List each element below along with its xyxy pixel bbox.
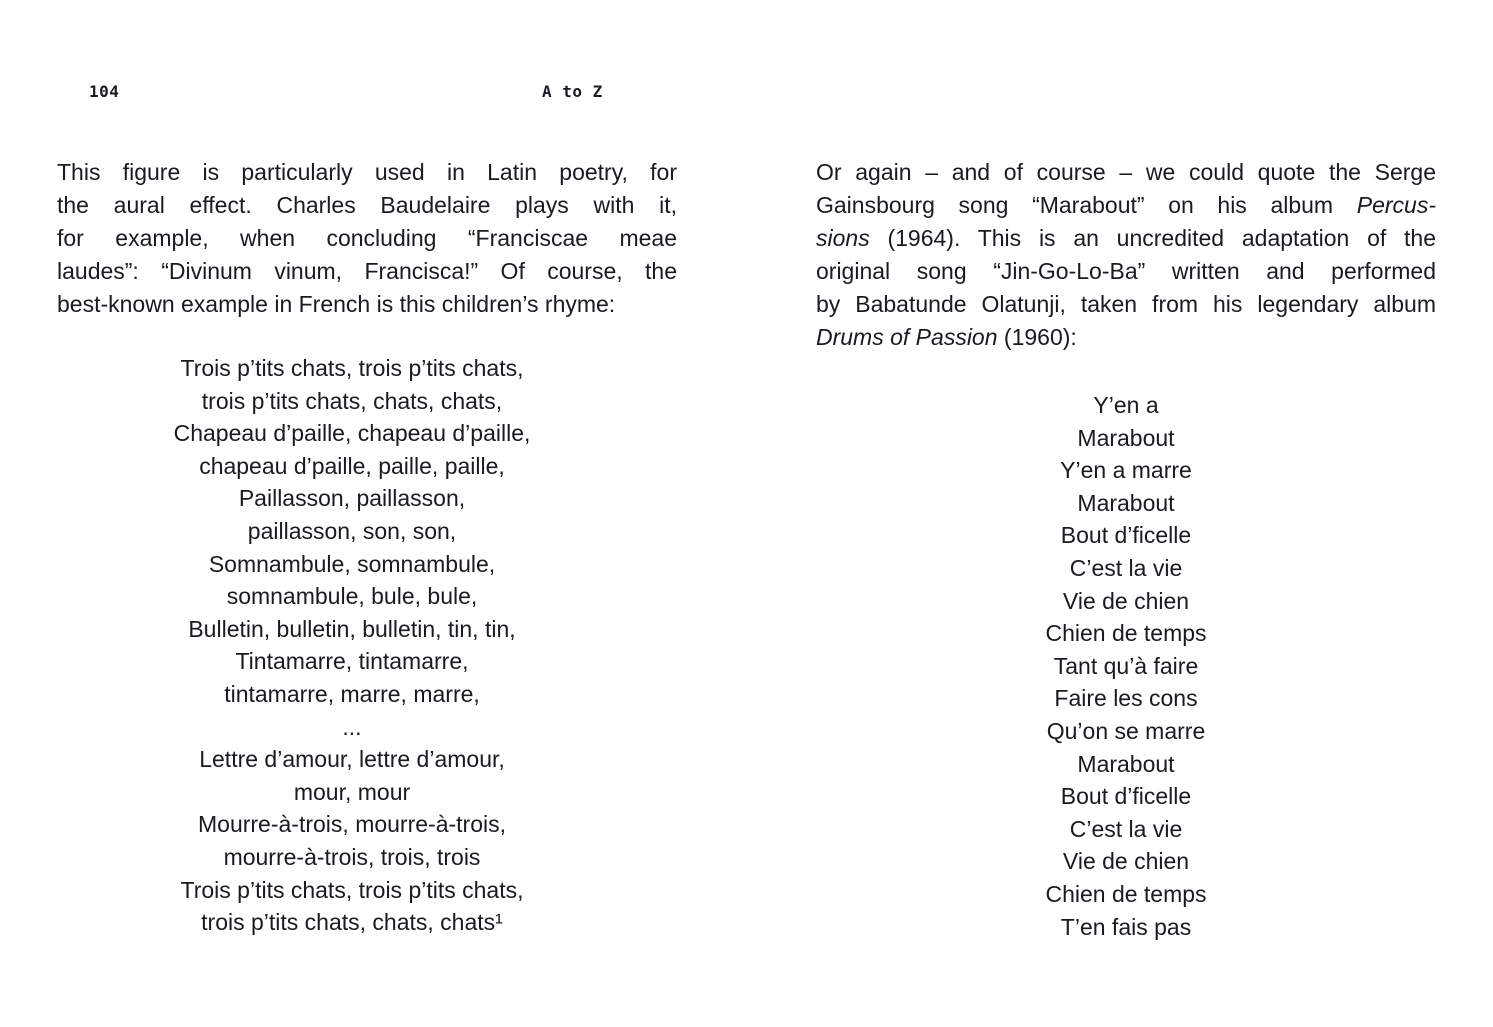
text-segment: Somnambule, somnambule, bbox=[208, 550, 496, 577]
text-line bbox=[816, 552, 1436, 585]
text-segment: Chapeau d’paille, chapeau d’paille, bbox=[173, 420, 531, 447]
text-line bbox=[57, 906, 647, 939]
text-segment: Marabout bbox=[1077, 489, 1175, 516]
italic-text-segment: sions bbox=[816, 225, 870, 251]
text-segment: the aural effect. Charles Baudelaire plays with it, bbox=[57, 192, 677, 218]
text-segment: Lettre d’amour, lettre d’amour, bbox=[199, 746, 505, 773]
left-poem bbox=[57, 352, 647, 939]
text-segment: Bout d’ficelle bbox=[1060, 783, 1192, 810]
text-line bbox=[816, 650, 1436, 683]
text-segment: Trois p’tits chats, trois p’tits chats, bbox=[180, 355, 524, 381]
text-line bbox=[57, 743, 647, 776]
text-segment: mour, mour bbox=[293, 778, 411, 805]
text-line bbox=[57, 841, 647, 874]
text-line bbox=[57, 417, 647, 450]
text-segment: Marabout bbox=[1077, 424, 1175, 451]
text-segment: Y’en a marre bbox=[1060, 457, 1192, 484]
text-line bbox=[816, 519, 1436, 552]
text-line bbox=[57, 450, 647, 483]
text-segment: Or again – and of course – we could quote the Serge bbox=[816, 159, 1436, 185]
text-segment: for example, when concluding “Franciscae meae bbox=[57, 225, 677, 251]
text-line bbox=[57, 515, 647, 548]
text-segment: (1964). This is an uncredited adaptation of the bbox=[869, 225, 1436, 251]
text-segment: paillasson, son, son, bbox=[247, 517, 457, 544]
text-segment: Qu’on se marre bbox=[1046, 717, 1206, 744]
text-segment: Trois p’tits chats, trois p’tits chats, bbox=[180, 876, 524, 903]
text-line bbox=[57, 548, 647, 581]
text-line bbox=[57, 776, 647, 809]
text-segment: laudes”: “Divinum vinum, Francisca!” Of course, the bbox=[57, 258, 677, 284]
text-line bbox=[57, 222, 677, 255]
text-segment: Y’en a bbox=[1093, 392, 1159, 418]
text-segment: somnambule, bule, bule, bbox=[226, 583, 478, 610]
text-line bbox=[57, 385, 647, 418]
text-segment: Tintamarre, tintamarre, bbox=[235, 648, 469, 675]
right-poem bbox=[816, 389, 1436, 943]
italic-text-segment: Percus- bbox=[1356, 192, 1436, 218]
text-line bbox=[816, 288, 1436, 321]
text-segment: This figure is particularly used in Latin poetry, for bbox=[57, 159, 677, 185]
text-line bbox=[816, 813, 1436, 846]
text-line bbox=[57, 645, 647, 678]
text-line bbox=[816, 156, 1436, 189]
text-segment: trois p’tits chats, chats, chats¹ bbox=[201, 909, 503, 936]
text-segment: Tant qu’à faire bbox=[1053, 652, 1199, 679]
text-line bbox=[816, 748, 1436, 781]
text-segment: original song “Jin-Go-Lo-Ba” written and performed bbox=[816, 258, 1436, 284]
text-segment: C’est la vie bbox=[1069, 554, 1183, 581]
text-line bbox=[816, 682, 1436, 715]
text-line bbox=[816, 585, 1436, 618]
text-line bbox=[57, 613, 647, 646]
text-segment: Vie de chien bbox=[1062, 848, 1190, 875]
text-segment: chapeau d’paille, paille, paille, bbox=[199, 452, 505, 479]
text-segment: (1960): bbox=[997, 324, 1077, 350]
running-head: A to Z bbox=[542, 82, 603, 101]
text-segment: mourre-à-trois, trois, trois bbox=[223, 843, 481, 870]
text-line bbox=[57, 678, 647, 711]
text-segment: Bulletin, bulletin, bulletin, tin, tin, bbox=[188, 615, 516, 642]
text-line bbox=[816, 255, 1436, 288]
text-segment: Bout d’ficelle bbox=[1060, 522, 1192, 549]
text-segment: Mourre-à-trois, mourre-à-trois, bbox=[198, 811, 506, 838]
left-column bbox=[57, 156, 677, 936]
text-line bbox=[57, 808, 647, 841]
text-line bbox=[816, 911, 1436, 944]
text-line bbox=[57, 288, 677, 321]
text-segment: Chien de temps bbox=[1045, 880, 1207, 907]
text-segment: trois p’tits chats, chats, chats, bbox=[201, 387, 503, 414]
text-line bbox=[816, 389, 1436, 422]
text-line bbox=[57, 580, 647, 613]
text-segment: best-known example in French is this children’s rhyme: bbox=[57, 291, 616, 317]
text-line bbox=[57, 352, 647, 385]
text-segment: Chien de temps bbox=[1045, 620, 1207, 647]
text-line bbox=[816, 715, 1436, 748]
text-line bbox=[816, 321, 1436, 354]
text-line bbox=[816, 780, 1436, 813]
right-paragraph bbox=[816, 156, 1436, 354]
text-line bbox=[57, 189, 677, 222]
page-number: 104 bbox=[89, 82, 120, 101]
text-line bbox=[816, 617, 1436, 650]
text-segment: Marabout bbox=[1077, 750, 1175, 777]
text-line bbox=[816, 845, 1436, 878]
text-line bbox=[57, 255, 677, 288]
italic-text-segment: Drums of Passion bbox=[816, 324, 998, 350]
text-line bbox=[816, 189, 1436, 222]
text-segment: by Babatunde Olatunji, taken from his legendary album bbox=[816, 291, 1436, 317]
text-segment: ... bbox=[342, 713, 362, 740]
text-line bbox=[816, 222, 1436, 255]
text-segment: Paillasson, paillasson, bbox=[238, 485, 466, 512]
text-segment: Faire les cons bbox=[1054, 685, 1198, 712]
text-segment: T’en fais pas bbox=[1060, 913, 1192, 940]
text-segment: C’est la vie bbox=[1069, 815, 1183, 842]
text-line bbox=[57, 711, 647, 744]
text-segment: Vie de chien bbox=[1062, 587, 1190, 614]
text-segment: tintamarre, marre, marre, bbox=[224, 680, 480, 707]
left-paragraph bbox=[57, 156, 677, 321]
text-line bbox=[816, 422, 1436, 455]
text-line bbox=[816, 878, 1436, 911]
text-segment: Gainsbourg song “Marabout” on his album bbox=[816, 192, 1357, 218]
text-line bbox=[57, 874, 647, 907]
text-line bbox=[57, 482, 647, 515]
text-line bbox=[816, 454, 1436, 487]
text-line bbox=[816, 487, 1436, 520]
text-line bbox=[57, 156, 677, 189]
right-column bbox=[816, 156, 1436, 940]
